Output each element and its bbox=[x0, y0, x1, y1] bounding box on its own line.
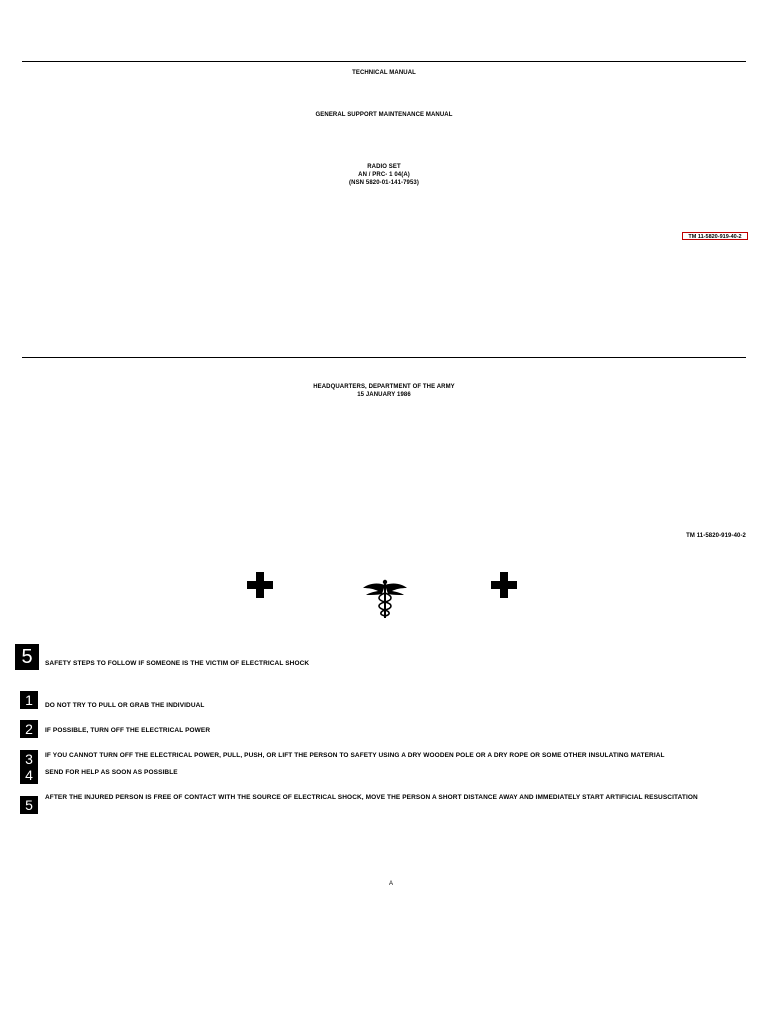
step-number-badge-group bbox=[20, 750, 38, 784]
manual-title: GENERAL SUPPORT MAINTENANCE MANUAL bbox=[315, 112, 453, 118]
caduceus-icon bbox=[362, 579, 408, 619]
issuer-organization: HEADQUARTERS, DEPARTMENT OF THE ARMY bbox=[313, 384, 455, 390]
equipment-nsn: (NSN 5820-01-141-7953) bbox=[349, 180, 419, 186]
step-text: IF POSSIBLE, TURN OFF THE ELECTRICAL POWER bbox=[45, 727, 211, 734]
step-text: DO NOT TRY TO PULL OR GRAB THE INDIVIDUAL bbox=[45, 702, 205, 709]
step-number-badge: 1 bbox=[20, 691, 38, 709]
warning-icon-strip bbox=[238, 565, 530, 623]
safety-heading: SAFETY STEPS TO FOLLOW IF SOMEONE IS THE VICTIM OF ELECTRICAL SHOCK bbox=[45, 660, 310, 667]
step-number-badge: 3 bbox=[25, 751, 33, 767]
cross-icon bbox=[489, 572, 519, 602]
step-number-badge: 2 bbox=[20, 720, 38, 738]
equipment-model: AN / PRC- 1 04(A) bbox=[358, 172, 410, 178]
step-text: IF YOU CANNOT TURN OFF THE ELECTRICAL POWER, PULL, PUSH, OR LIFT THE PERSON TO SAFETY USING A DRY WOODEN POLE OR A DRY ROPE OR SOME OTHER INSULATING MATERIAL bbox=[45, 752, 665, 759]
step-number-badge: 4 bbox=[25, 767, 33, 783]
step-number-badge: 5 bbox=[20, 796, 38, 814]
bottom-divider bbox=[22, 357, 746, 358]
equipment-block bbox=[0, 163, 768, 187]
issuer-block bbox=[0, 383, 768, 399]
heading-number-badge: 5 bbox=[15, 644, 39, 670]
top-divider bbox=[22, 61, 746, 62]
document-number-link[interactable]: TM 11-5820-919-40-2 bbox=[682, 232, 748, 240]
equipment-name: RADIO SET bbox=[367, 164, 401, 170]
cross-icon bbox=[245, 572, 275, 602]
manual-type: TECHNICAL MANUAL bbox=[352, 70, 416, 76]
step-text: AFTER THE INJURED PERSON IS FREE OF CONTACT WITH THE SOURCE OF ELECTRICAL SHOCK, MOVE THE PERSON A SHORT DISTANCE AWAY AND IMMEDIATELY START ARTIFICIAL RESUSCITATION bbox=[45, 794, 698, 801]
page-label: A bbox=[388, 881, 394, 887]
warning-page-doc-number: TM 11-5820-919-40-2 bbox=[686, 533, 746, 539]
step-text: SEND FOR HELP AS SOON AS POSSIBLE bbox=[45, 769, 178, 776]
issue-date: 15 JANUARY 1986 bbox=[357, 392, 411, 398]
